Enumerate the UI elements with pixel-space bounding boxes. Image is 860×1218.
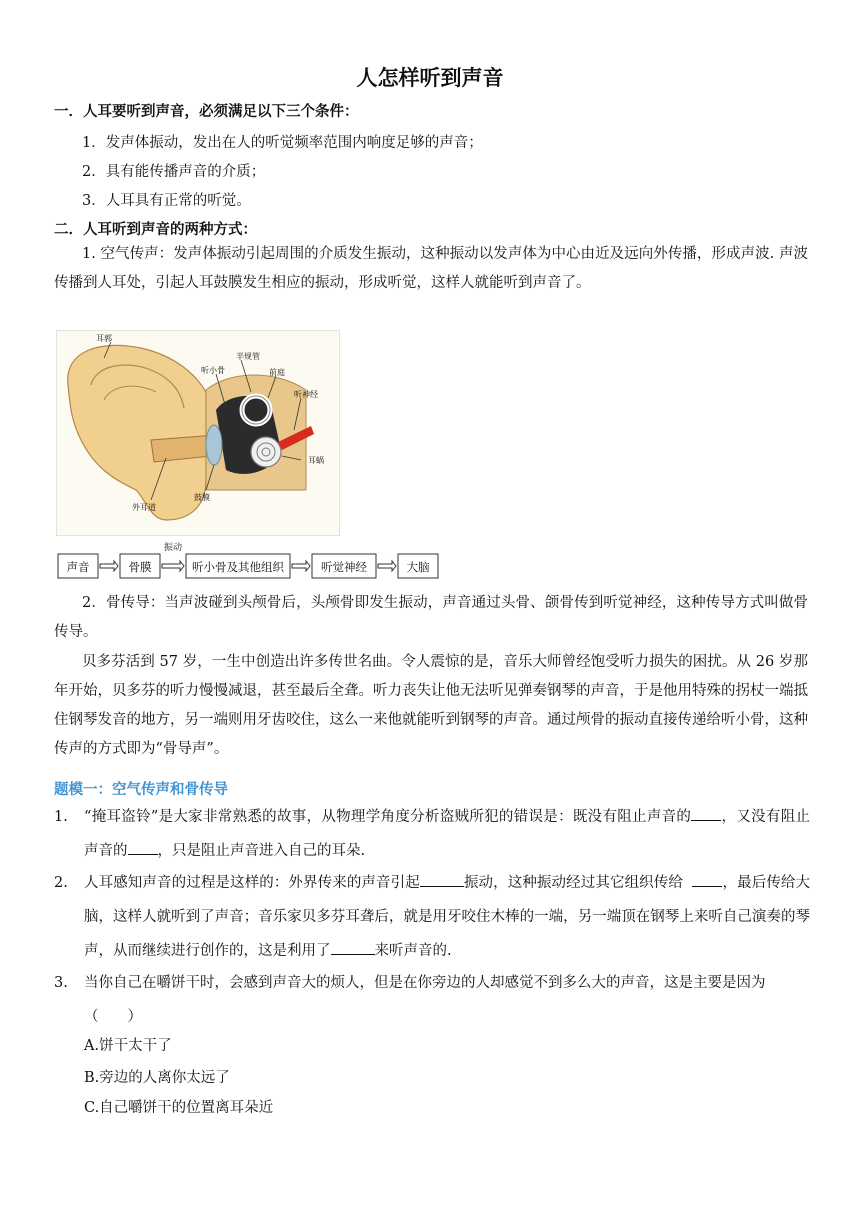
option-a[interactable]: A.饼干太干了 [84, 1038, 172, 1054]
question-1-number: 1. [54, 809, 68, 825]
label-ossicles: 听小骨 [201, 366, 225, 375]
section2-heading: 二．人耳听到声音的两种方式： [54, 221, 257, 238]
answer-blank[interactable] [331, 940, 375, 955]
beethoven-paragraph: 贝多芬活到 57 岁，一生中创造出许多传世名曲。令人震惊的是，音乐大师曾经饱受听力损失的困扰。从 26 岁那年开始，贝多芬的听力慢慢减退，甚至最后全聋。听力丧失让他无法听见弹奏钢琴的声音，于是他用特殊的拐杖一端抵住钢琴发音的地方，另一端则用牙齿咬住，这么一来他就能听到钢琴的声音。通过颅骨的振动直接传递给听小骨，这种传声的方式即为“骨导声”。 [54, 654, 808, 757]
answer-blank[interactable] [128, 840, 158, 855]
label-semicircular: 半规管 [236, 352, 260, 361]
air-conduction-paragraph: 1. 空气传声：发声体振动引起周围的介质发生振动，这种振动以发声体为中心由近及远向外传播，形成声波. 声波传播到人耳处，引起人耳鼓膜发生相应的振动，形成听觉，这样人就能听到声音了。 [54, 246, 808, 291]
label-canal: 外耳道 [132, 503, 156, 512]
question-1 [54, 800, 810, 868]
flow-arrow-3 [292, 561, 310, 571]
module-title: 题模一：空气传声和骨传导 [54, 782, 228, 798]
question-2-text-c: ，最后传给大脑，这样人就听到了声音；音乐家贝多芬耳聋后，就是用牙咬住木棒的一端，另一端顶在钢琴上来听自己演奏的琴声，从而继续进行创作的，这是利用了 [84, 875, 811, 959]
question-1-text-c: ，只是阻止声音进入自己的耳朵. [157, 843, 366, 859]
condition-3: 3．人耳具有正常的听觉。 [82, 193, 251, 209]
label-nerve: 听神经 [294, 390, 318, 399]
flow-step-membrane: 骨膜 [128, 560, 152, 574]
flow-step-sound: 声音 [66, 560, 90, 574]
label-vestibule: 前庭 [269, 368, 285, 377]
flow-step-nerve: 听觉神经 [321, 560, 367, 574]
option-c[interactable]: C.自己嚼饼干的位置离耳朵近 [84, 1100, 274, 1116]
label-eardrum: 鼓膜 [194, 493, 210, 502]
answer-blank[interactable] [420, 872, 464, 887]
flow-vibration-label: 振动 [164, 543, 183, 553]
answer-blank[interactable] [691, 806, 721, 821]
question-3-paren: （ ） [84, 1009, 142, 1025]
flow-step-brain: 大脑 [406, 560, 430, 574]
page-title: 人怎样听到声音 [356, 66, 504, 90]
question-3 [54, 966, 810, 1034]
question-3-number: 3. [54, 975, 68, 991]
option-b[interactable]: B.旁边的人离你太远了 [84, 1070, 230, 1086]
flow-arrow-4 [378, 561, 396, 571]
flow-arrow-1 [100, 561, 118, 571]
question-3-stem: 当你自己在嚼饼干时，会感到声音大的烦人，但是在你旁边的人却感觉不到多么大的声音，这是主要是因为 [84, 975, 766, 991]
flow-arrow-2 [162, 561, 184, 571]
question-2 [54, 866, 810, 968]
condition-1: 1．发声体振动，发出在人的听觉频率范围内响度足够的声音； [82, 135, 483, 151]
hearing-flow-chart [56, 540, 446, 584]
ear-anatomy-diagram [56, 330, 340, 536]
question-1-text-a: “掩耳盗铃”是大家非常熟悉的故事，从物理学角度分析盗贼所犯的错误是：既没有阻止声音的 [84, 809, 692, 825]
label-pinna: 耳郭 [96, 334, 112, 343]
label-cochlea: 耳蜗 [308, 456, 324, 465]
question-2-number: 2. [54, 875, 68, 891]
bone-conduction-paragraph: 2．骨传导：当声波碰到头颅骨后，头颅骨即发生振动，声音通过头骨、颌骨传到听觉神经，这种传导方式叫做骨传导。 [54, 595, 808, 640]
question-1-text-b: ，又没有阻止声音的 [84, 809, 811, 859]
question-2-text-d: 来听声音的. [374, 943, 452, 959]
question-2-text-b: 振动，这种振动经过其它组织传给 [463, 875, 683, 891]
flow-step-ossicles: 听小骨及其他组织 [192, 560, 284, 574]
section1-heading: 一．人耳要听到声音，必须满足以下三个条件： [54, 103, 359, 120]
question-2-text-a: 人耳感知声音的过程是这样的：外界传来的声音引起 [84, 875, 420, 891]
answer-blank[interactable] [692, 872, 722, 887]
condition-2: 2．具有能传播声音的介质； [82, 164, 266, 180]
